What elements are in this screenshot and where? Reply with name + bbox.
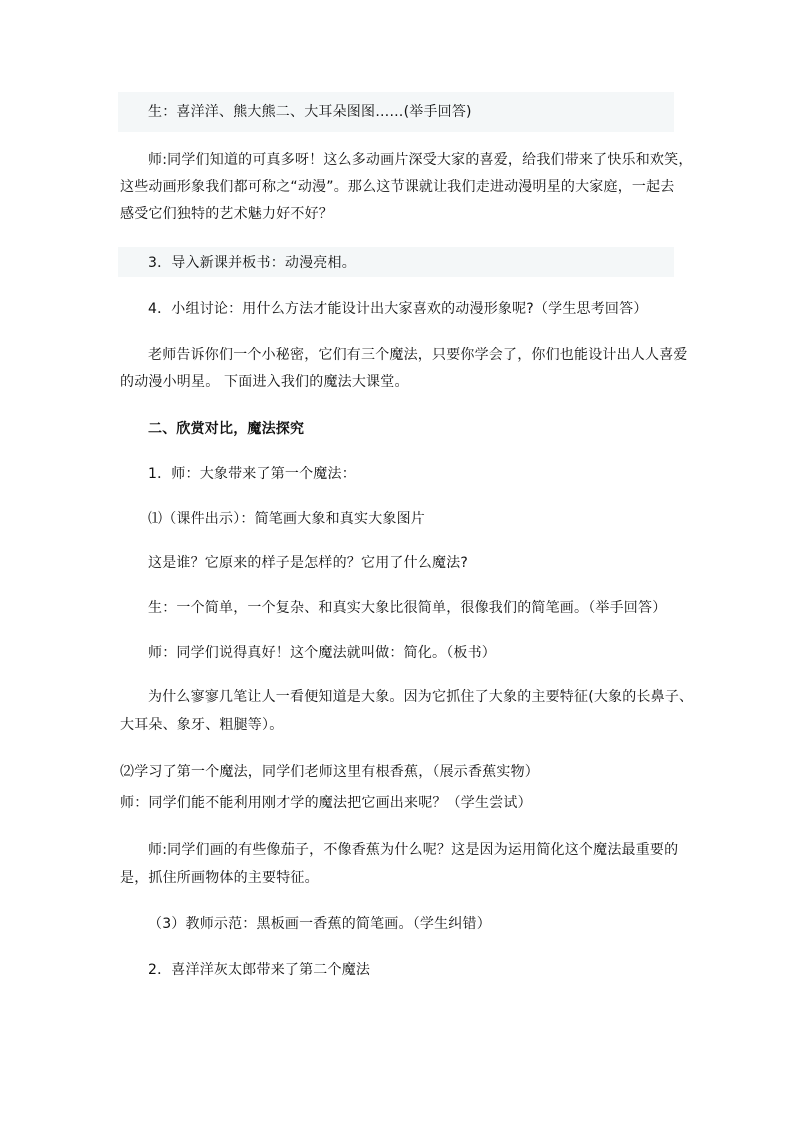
paragraph-line: 的动漫小明星。 下面进入我们的魔法大课堂。 bbox=[120, 374, 409, 390]
paragraph-line: 2．喜洋洋灰太郎带来了第二个魔法 bbox=[148, 962, 371, 978]
paragraph-line: 1．师：大象带来了第一个魔法： bbox=[148, 466, 356, 482]
paragraph-line: 这些动画形象我们都可称之“动漫”。那么这节课就让我们走进动漫明星的大家庭，一起去 bbox=[120, 179, 675, 195]
section-heading: 二、欣赏对比，魔法探究 bbox=[148, 421, 305, 437]
paragraph-line: 这是谁？它原来的样子是怎样的？它用了什么魔法? bbox=[148, 555, 469, 571]
paragraph-line: 感受它们独特的艺术魅力好不好？ bbox=[120, 206, 333, 222]
paragraph-line: 师:同学们知道的可真多呀！这么多动画片深受大家的喜爱，给我们带来了快乐和欢笑， bbox=[148, 152, 693, 168]
paragraph-line: 师：同学们说得真好！这个魔法就叫做：简化。（板书） bbox=[148, 645, 496, 661]
paragraph-line: 生：一个简单，一个复杂、和真实大象比很简单，很像我们的简笔画。（举手回答） bbox=[148, 600, 667, 616]
paragraph-line: 师:同学们画的有些像茄子，不像香蕉为什么呢？这是因为运用简化这个魔法最重要的 bbox=[148, 842, 679, 858]
paragraph-line: 师：同学们能不能利用刚才学的魔法把它画出来呢？（学生尝试） bbox=[120, 795, 532, 811]
paragraph-line: （3）教师示范：黑板画一香蕉的简笔画。（学生纠错） bbox=[148, 916, 491, 932]
paragraph-line: 生：喜洋洋、熊大熊二、大耳朵图图……(举手回答) bbox=[148, 104, 472, 120]
paragraph-line: 是，抓住所画物体的主要特征。 bbox=[120, 870, 319, 886]
paragraph-line: 老师告诉你们一个小秘密，它们有三个魔法，只要你学会了，你们也能设计出人人喜爱 bbox=[148, 347, 688, 363]
paragraph-line: ⑵学习了第一个魔法，同学们老师这里有根香蕉，（展示香蕉实物） bbox=[120, 764, 539, 780]
paragraph-line: 大耳朵、象牙、粗腿等）。 bbox=[120, 717, 284, 733]
paragraph-line: 4．小组讨论：用什么方法才能设计出大家喜欢的动漫形象呢?（学生思考回答） bbox=[148, 301, 648, 317]
paragraph-line: 3．导入新课并板书：动漫亮相。 bbox=[148, 255, 356, 271]
paragraph-line: 为什么寥寥几笔让人一看便知道是大象。因为它抓住了大象的主要特征(大象的长鼻子、 bbox=[148, 689, 694, 705]
paragraph-line: ⑴（课件出示）：简笔画大象和真实大象图片 bbox=[148, 511, 425, 527]
